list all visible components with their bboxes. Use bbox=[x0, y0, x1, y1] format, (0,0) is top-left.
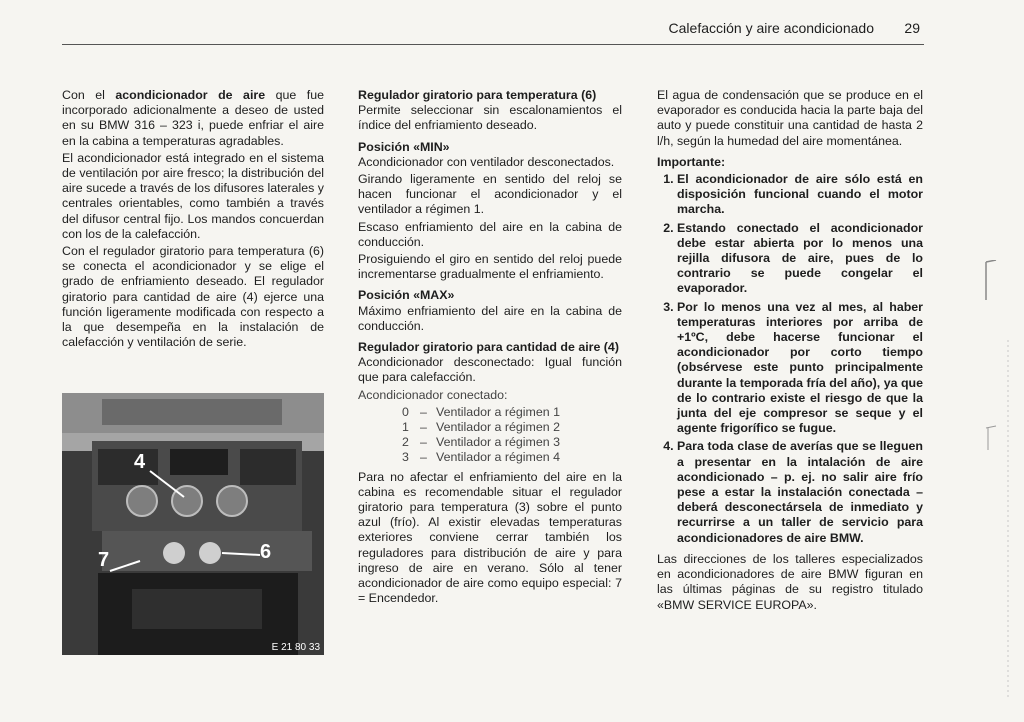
recommendation-text: Para no afectar el enfriamiento del aire en la cabina es recomendable situar el regulador giratorio para temperatura (3) sobre el punto azul (frío). Al existir elevadas temperaturas exteriores conviene cerrar también los reguladores para distribución de aire y para ingreso de aire en verano. Sólo al tener acondicionador de aire como equipo especial: 7 = Encendedor. bbox=[358, 469, 622, 606]
temp-regulator-text: Permite seleccionar sin escalonamientos el índice del enfriamiento deseado. bbox=[358, 103, 622, 133]
list-item: 4. Para toda clase de averías que se lleguen a presentar en la intalación de aire acondicionado – p. ej. no salir aire frío pese a estar la instalación conectada – deberá desconectársela de inmediato y recurrirse a un taller de servicio para acondicionadores de aire BMW. bbox=[677, 439, 923, 545]
max-position-heading: Posición «MAX» bbox=[358, 288, 455, 303]
column-2 bbox=[358, 88, 622, 609]
ac-on-text: Acondicionador conectado: bbox=[358, 387, 508, 402]
temp-regulator-heading: Regulador giratorio para temperatura (6) bbox=[358, 88, 597, 102]
dashboard-photo bbox=[62, 393, 324, 655]
gradual-cooling-text: Prosiguiendo el giro en sentido del reloj puede incrementarse gradualmente el enfriamiento. bbox=[358, 252, 622, 282]
column-1 bbox=[62, 88, 324, 352]
list-item: 1. El acondicionador de aire sólo está en disposición funcional cuando el motor marcha. bbox=[677, 172, 923, 218]
regulator-paragraph: Con el regulador giratorio para temperatura (6) se conecta el acondicionador y se elige el grado de enfriamiento deseado. El regulador giratorio para cantidad de aire (4) ejerce una función ligeramente modificada con respecto a la que desempeña en la instalación de calefacción y ventilación de serie. bbox=[62, 244, 324, 350]
low-cooling-text: Escaso enfriamiento del aire en la cabina de conducción. bbox=[358, 219, 622, 249]
callout-4: 4 bbox=[134, 451, 146, 473]
important-list bbox=[657, 172, 923, 546]
fan-setting-row: 0 – Ventilador a régimen 1 bbox=[402, 404, 560, 419]
integration-paragraph: El acondicionador está integrado en el sistema de ventilación por aire fresco; la distribución del aire sucede a través de los difusores laterales y centrales orientables, como también a través del difusor central fijo. Los mandos concuerdan con los de la calefacción. bbox=[62, 150, 324, 241]
min-position-text: Acondicionador con ventilador desconectados. bbox=[358, 154, 615, 169]
binding-edge-marks bbox=[982, 260, 1012, 700]
fan-settings-list bbox=[402, 405, 622, 466]
min-position-heading: Posición «MIN» bbox=[358, 139, 450, 154]
chapter-title: Calefacción y aire acondicionado bbox=[668, 20, 874, 36]
callout-6: 6 bbox=[260, 541, 272, 563]
list-item: 3. Por lo menos una vez al mes, al haber temperaturas interiores por arriba de +1ºC, debe hacerse funcionar el acondicionador por corto tiempo (obsérvese este punto principalmente durante la temporada fría del año), ya que de lo contrario existe el riesgo de que la junta del eje compresor se seque y el agente frigorífico se fugue. bbox=[677, 300, 923, 437]
workshop-text: Las direcciones de los talleres especializados en acondicionadores de aire BMW figuran en las últimas páginas de su registro titulado «BMW SERVICE EUROPA». bbox=[657, 551, 923, 612]
list-item: 2. Estando conectado el acondicionador debe estar abierta por lo menos una rejilla difusora de aire, pues de lo contrario se puede congelar el evaporador. bbox=[677, 221, 923, 297]
figure-reference: E 21 80 33 bbox=[271, 642, 320, 653]
page-header bbox=[62, 18, 924, 45]
fan-setting-row: 3 – Ventilador a régimen 4 bbox=[402, 450, 560, 465]
intro-paragraph: Con el acondicionador de aire que fue incorporado adicionalmente a deseo de usted en su BMW 316 – 323 i, puede enfriar el aire en la cabina a temperaturas agradables. bbox=[62, 88, 324, 148]
important-heading: Importante: bbox=[657, 154, 726, 169]
fan-setting-row: 2 – Ventilador a régimen 3 bbox=[402, 435, 560, 450]
page-number: 29 bbox=[904, 20, 920, 36]
max-position-text: Máximo enfriamiento del aire en la cabina de conducción. bbox=[358, 303, 622, 333]
callout-7: 7 bbox=[98, 549, 110, 571]
dashboard-illustration bbox=[62, 393, 324, 655]
fan-setting-row: 1 – Ventilador a régimen 2 bbox=[402, 420, 560, 435]
ac-off-text: Acondicionador desconectado: Igual función que para calefacción. bbox=[358, 355, 622, 385]
clockwise-text: Girando ligeramente en sentido del reloj se hacen funcionar el acondicionador y el ventilador a régimen 1. bbox=[358, 172, 622, 217]
column-3 bbox=[657, 88, 923, 615]
air-regulator-heading: Regulador giratorio para cantidad de aire (4) bbox=[358, 340, 619, 355]
condensation-text: El agua de condensación que se produce en el evaporador es conducida hacia la parte baja del auto y puede constituir una cantidad de hasta 2 l/h, según la humedad del aire momentánea. bbox=[657, 88, 923, 148]
